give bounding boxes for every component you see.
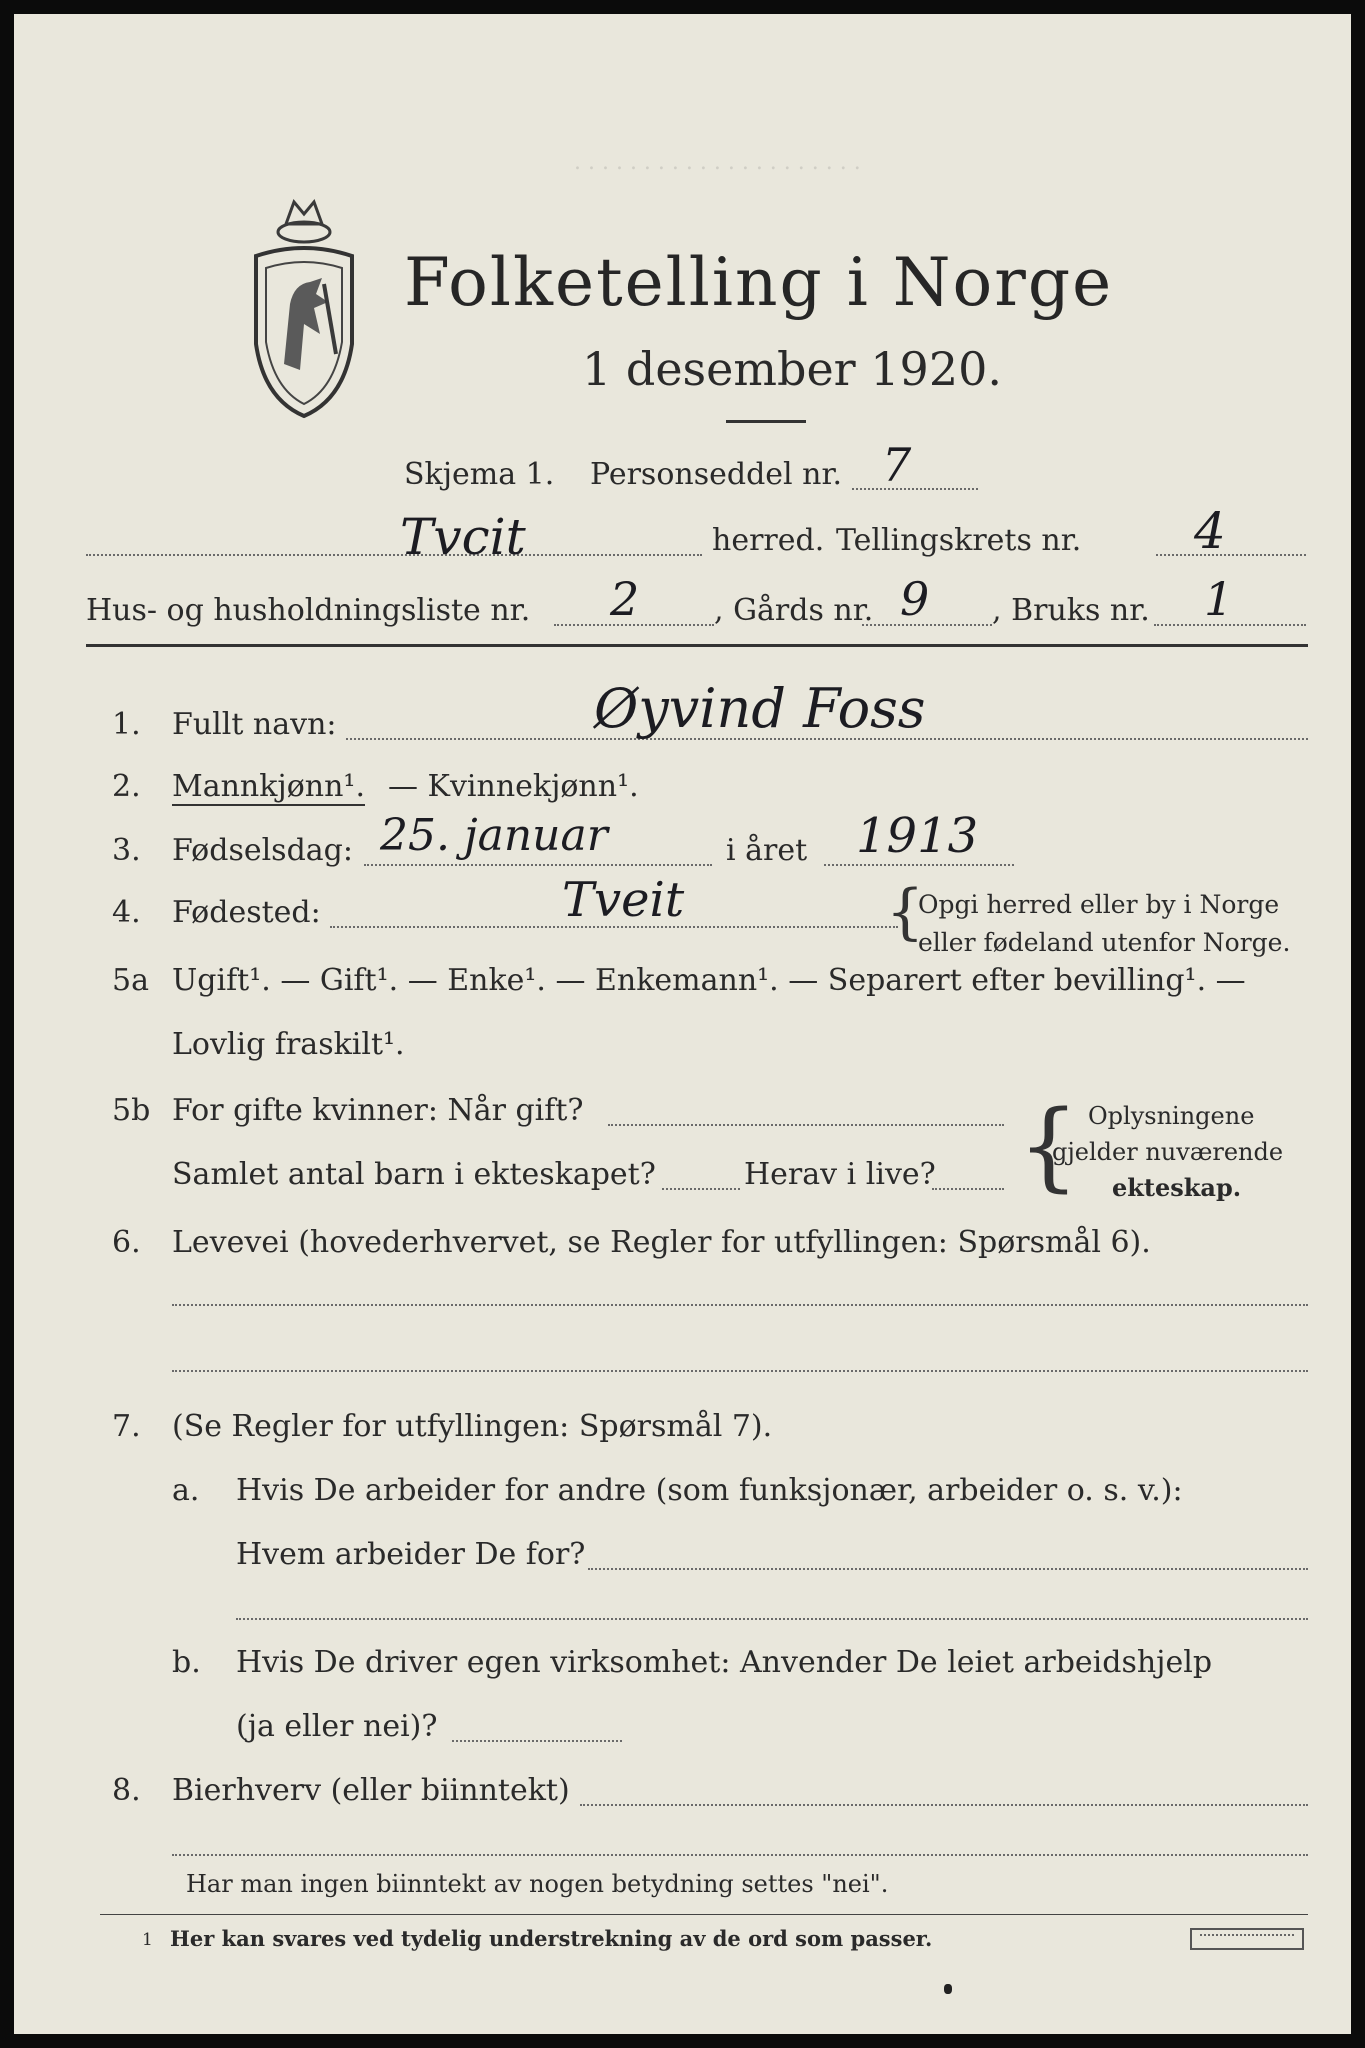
q1-value: Øyvind Foss (594, 677, 926, 740)
herred-line (86, 554, 702, 556)
q2-number: 2. (112, 769, 141, 804)
bruks-value: 1 (1204, 572, 1234, 626)
q5a-options-cont: Lovlig fraskilt¹. (172, 1027, 405, 1062)
q7-number: 7. (112, 1409, 141, 1444)
q5b-note-line1: Oplysningene (1088, 1102, 1255, 1130)
personseddel-value: 7 (882, 438, 912, 492)
q4-brace: { (886, 877, 925, 947)
census-form-page (14, 14, 1351, 2034)
q5b-label-when: For gifte kvinner: Når gift? (172, 1093, 584, 1128)
q6-number: 6. (112, 1225, 141, 1260)
q8-number: 8. (112, 1773, 141, 1808)
tellingskrets-label: Tellingskrets nr. (836, 523, 1082, 558)
tellingskrets-line (1156, 554, 1306, 556)
q1-label: Fullt navn: (172, 707, 337, 742)
q3-date-line (364, 864, 712, 866)
printer-stamp (1190, 1928, 1304, 1950)
q5b-number: 5b (112, 1093, 151, 1128)
q5b-brace: { (1018, 1090, 1080, 1202)
q7a-letter: a. (172, 1473, 200, 1508)
hus-value: 2 (610, 572, 640, 626)
q7b-yesno-label: (ja eller nei)? (236, 1709, 438, 1744)
q3-label: Fødselsdag: (172, 833, 353, 868)
footer-rule (100, 1914, 1308, 1915)
hus-label: Hus- og husholdningsliste nr. (86, 593, 531, 628)
q3-value: 25. januar (380, 810, 608, 861)
tellingskrets-value: 4 (1194, 502, 1226, 560)
q5b-label-alive: Herav i live? (744, 1157, 936, 1192)
personseddel-label: Personseddel nr. (590, 457, 843, 492)
skjema-label: Skjema 1. (404, 457, 555, 492)
q5b-note-line3: ekteskap. (1112, 1173, 1242, 1202)
q4-label: Fødested: (172, 895, 321, 930)
page-subtitle: 1 desember 1920. (582, 342, 1002, 396)
bleed-through-text: . . . . . . . . . . . . . . . . . . . . . (574, 150, 861, 175)
q8-line (580, 1804, 1308, 1806)
q3-year-line (824, 864, 1014, 866)
coat-of-arms-icon (244, 184, 364, 424)
personseddel-line (852, 488, 978, 490)
footnote-mark: 1 (142, 1930, 153, 1950)
q4-number: 4. (112, 895, 141, 930)
q7-label: (Se Regler for utfyllingen: Spørsmål 7). (172, 1409, 773, 1444)
q7a-who-line (588, 1568, 1308, 1570)
q6-line-1 (172, 1304, 1308, 1306)
q5b-label-children: Samlet antal barn i ekteskapet? (172, 1157, 656, 1192)
bruks-label: , Bruks nr. (992, 593, 1150, 628)
q7b-yesno-line (452, 1740, 622, 1742)
q4-note-line1: Opgi herred eller by i Norge (918, 890, 1280, 919)
q2-rest-options: — Kvinnekjønn¹. (388, 769, 639, 804)
title-divider (726, 420, 806, 423)
q3-mid-label: i året (726, 833, 808, 868)
q7a-label: Hvis De arbeider for andre (som funksjonær, arbeider o. s. v.): (236, 1473, 1183, 1508)
q7a-line-2 (236, 1618, 1308, 1620)
footnote-text: Her kan svares ved tydelig understrekning av de ord som passer. (170, 1926, 933, 1951)
q5a-number: 5a (112, 963, 149, 998)
q6-label: Levevei (hovederhvervet, se Regler for utfyllingen: Spørsmål 6). (172, 1225, 1151, 1260)
q8-line-2 (172, 1854, 1308, 1856)
gards-value: 9 (900, 572, 930, 626)
q7b-label: Hvis De driver egen virksomhet: Anvender De leiet arbeidshjelp (236, 1645, 1213, 1680)
gards-label: , Gårds nr. (714, 593, 874, 628)
footer-note: Har man ingen biinntekt av nogen betydning settes "nei". (186, 1870, 889, 1898)
q4-note-line2: eller fødeland utenfor Norge. (918, 928, 1291, 957)
herred-value: Tvcit (400, 508, 526, 566)
q5b-note-line2: gjelder nuværende (1052, 1138, 1284, 1166)
page-title: Folketelling i Norge (404, 244, 1114, 321)
q3-number: 3. (112, 833, 141, 868)
q3-year-value: 1913 (856, 808, 979, 864)
q5b-children-line (662, 1188, 740, 1190)
q5a-options: Ugift¹. — Gift¹. — Enke¹. — Enkemann¹. — Separert efter bevilling¹. — (172, 963, 1246, 998)
q6-line-2 (172, 1370, 1308, 1372)
q8-label: Bierhverv (eller biinntekt) (172, 1773, 570, 1808)
q4-value: Tveit (562, 872, 685, 928)
header-separator (86, 644, 1308, 647)
q7a-who-label: Hvem arbeider De for? (236, 1537, 586, 1572)
q5b-when-line (608, 1124, 1004, 1126)
ink-speck (944, 1984, 952, 1994)
q7b-letter: b. (172, 1645, 201, 1680)
q1-number: 1. (112, 707, 141, 742)
q2-mannkjonn-option: Mannkjønn¹. (172, 769, 365, 804)
herred-label: herred. (712, 523, 825, 558)
q5b-alive-line (932, 1188, 1004, 1190)
